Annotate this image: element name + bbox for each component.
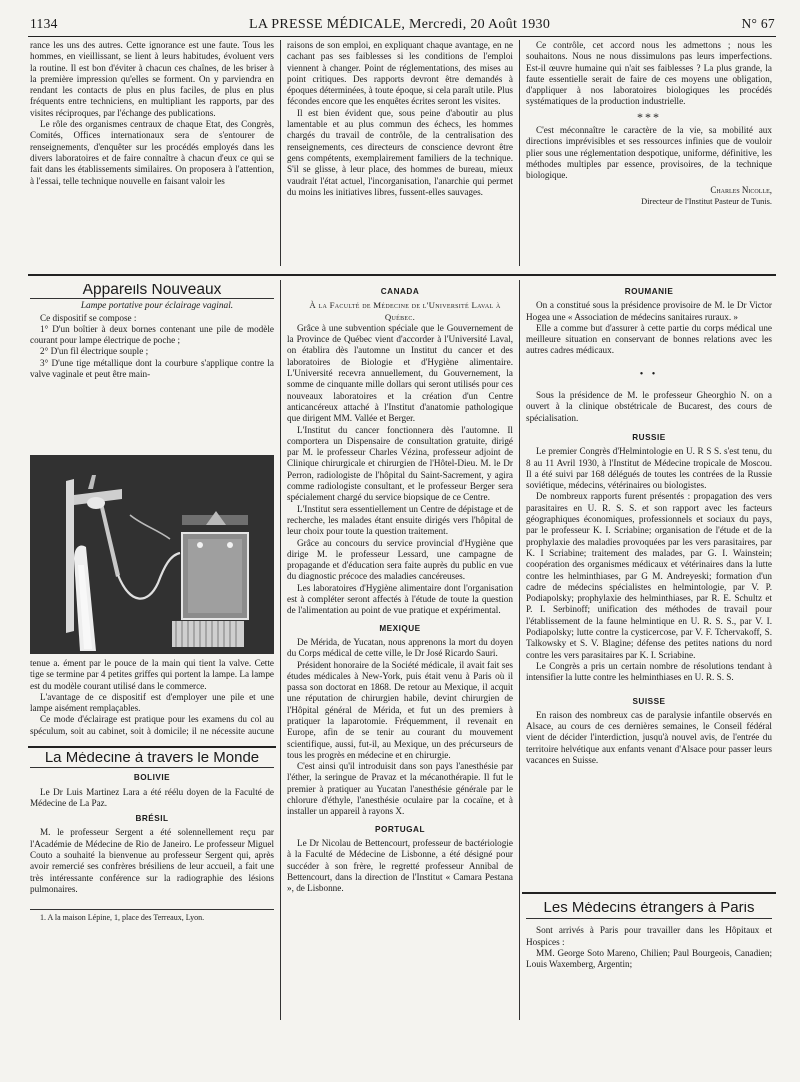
- paragraph: Le premier Congrès d'Helmintologie en U. R S S. s'est tenu, du 8 au 11 Avril 1930, à l'Institut de Médecine tropicale de Moscou. Il a été suivi par 168 délégués de toutes les contrées de la Russie soviétique, médecins, vétérinaires ou biologistes.: [526, 446, 772, 491]
- paragraph: Elle a comme but d'assurer à cette partie du corps médical une meilleure situation en conservant de bonnes relations avec les autres cadres médicaux.: [526, 322, 772, 356]
- paragraph: L'Institut sera essentiellement un Centre de dépistage et de recherche, les malades étant ensuite dirigés vers l'hôpital de leur choix pour toute la question traitement.: [287, 503, 513, 537]
- country-heading-canada: CANADA: [380, 287, 420, 296]
- paragraph: Le Dr Nicolau de Bettencourt, professeur de bactériologie à la Faculté de Médecine de Lisbonne, a été désigné pour succéder à son frère, le regretté professeur Annibal de Bettencourt, dans la direction de l'Institut « Camara Pestana », de Lisbonne.: [287, 837, 513, 894]
- paragraph: De nombreux rapports furent présentés : propagation des vers parasitaires en U. R. S. S. et son rapport avec les facteurs géographiques économiques, professionnels et sociaux du pays, par le professeur K. I. Scriabine; organisation de l'étude et de la prophylaxie des maladies provoquées par les vers parasitaires, par K. I Scriabine; traitement des malades, par G. I. Wainstein; coopération des organismes médicaux et vétérinaires dans la lutte contre les helminthiases, par G M. Andreyeski; formation d'un cadre de médecins spécialistes en helmintologie, par V. P. Podiapolsky; prophylaxie des helminthiases, par R. E. Schultz et P. I. Serbinoff; unification des méthodes de travail pour l'établissement de la faune helmintique en U. R. S. S., par V. I. Podiapolsky; lutte contre la cysticercose, par V. F. Tchervakoff, S. Talkowsky et S. V. Blagine; défense des petites nations du nord contre les vers parasitaires par K. I. Scriabine.: [526, 491, 772, 660]
- paragraph: Le rôle des organismes centraux de chaque Etat, des Congrès, Comités, Offices internationaux sera de s'entourer de renseignements, d'enquêter sur les procédés employés dans les divers laboratoires et de faire connaître à chacun d'eux ce qui se fait dans les établissements similaires. On proposera à l'attention, à l'essai, telle technique nouvelle en faisant valoir les: [30, 119, 274, 186]
- paragraph: Ce mode d'éclairage est pratique pour les examens du col au spéculum, soit au cabinet, soit à domicile; il ne nécessite aucune: [30, 714, 274, 736]
- paragraph: C'est ainsi qu'il introduisit dans son pays l'anesthésie par l'éther, la seringue de Pravaz et la mécanothérapie. Il fut le premier à pratiquer au Yucatan l'anesthésie générale par le chlorure d'éthyle, l'anesthésie oculaire par la cocaïne, et à installer un appareil à rayons X.: [287, 761, 513, 817]
- section-stars: ***: [637, 109, 661, 124]
- country-heading-bresil: BRÉSIL: [135, 814, 169, 824]
- paragraph: On a constitué sous la présidence provisoire de M. le Dr Victor Hogea une « Association de médecins sanitaires ruraux. »: [526, 300, 772, 322]
- article-subtitle: Lampe portative pour éclairage vaginal.: [80, 301, 234, 312]
- section-rule: [522, 892, 776, 894]
- top-column-1: [30, 40, 274, 272]
- section-title-etrangers: Les Médecins étrangers à Paris: [543, 902, 755, 916]
- paragraph: Sous la présidence de M. le professeur Gheorghio N. on a ouvert à la clinique obstétricale de Bucarest, des cours de spécialisation.: [526, 390, 772, 423]
- country-heading-suisse: SUISSE: [632, 696, 666, 706]
- country-heading-russie: RUSSIE: [632, 432, 666, 442]
- section-title-appareils: Appareils Nouveaux: [82, 284, 222, 298]
- paragraph: Grâce à une subvention spéciale que le Gouvernement de la Province de Québec vient d'accorder à l'Université Laval, on établira dès l'automne un Institut du cancer et des laboratoires de Biologie et d'Hygiène alimentaire. L'Université recevra annuellement, du Gouvernement, la somme de cinquante mille dollars qui seront utilisés pour ces nouveaux laboratoires et la création d'un Centre anticancéreux attaché à l'Institut d'anatomie pathologique que dirigent MM. Vallée et Berger.: [287, 322, 513, 424]
- section-dots: • •: [639, 368, 659, 380]
- paragraph: rance les uns des autres. Cette ignorance est une faute. Tous les hommes, en vieillissant, se lient à leurs habitudes, évoluent vers la routine. Il est bon d'éviter à chacun ces chaînes, de les briser à la première impression qu'elles se forment. On y parviendra en rendant les contacts de plus en plus faciles, de plus en plus fréquents entre techniciens, en multipliant les rapports, par des visites réciproques, par l'échange des publications.: [30, 40, 274, 118]
- running-header: [30, 16, 775, 34]
- paragraph: Grâce au concours du service provincial d'Hygiène que dirige M. le professeur Lessard, une campagne de propagande et d'éducation sera faite auprès du public en vue du diagnostic précoce des maladies cancéreuses.: [287, 537, 513, 582]
- list-item: 3° D'une tige métallique dont la courbure s'applique contre la valve vaginale et peut être main-: [30, 357, 274, 380]
- top-column-3: [526, 40, 772, 272]
- column-divider: [280, 40, 281, 266]
- paragraph: Ce contrôle, cet accord nous les admettons ; nous les souhaitons. Nous ne nous dissimulons pas leurs imperfections. Est-il œuvre humaine qui n'ait ses faiblesses ? La plus grande, la faute essentielle serait de faire de ces moyens une obligation, d'appliquer à nos laboratoires biologiques les procédés systématiques de la production industrielle.: [526, 40, 772, 107]
- paragraph: Le Dr Luis Martinez Lara a été réélu doyen de la Faculté de Médecine de La Paz.: [30, 786, 274, 808]
- section-title-monde: La Médecine à travers le Monde: [44, 752, 260, 766]
- band-rule: [28, 274, 776, 276]
- paragraph: C'est méconnaître le caractère de la vie, sa mobilité aux directions imprévisibles et ses ressources infinies que de vouloir plier sous une réglementation despotique, uniforme, définitive, les méthodes multiples par essence, provisoires, de la technique biologique.: [526, 125, 772, 181]
- title-rule: [30, 298, 274, 299]
- paragraph: L'Institut du cancer fonctionnera dès l'automne. Il comportera un Dispensaire de consultation gratuite, dirigé par M. le professeur Charles Vézina, professeur adjoint de Clinique chirurgicale et chirurgien de l'Hôtel-Dieu. M. le Dr Perron, radiologiste de l'hôpital du Saint-Sacrement, y agira comme radiologiste consultant, et le professeur Berger sera spécialement chargé du service biopsique de ce Centre.: [287, 424, 513, 503]
- paragraph: Le Congrès a pris un certain nombre de résolutions tendant à intensifier la lutte contre les helminthiases en U. R. S. S.: [526, 660, 772, 683]
- journal-title: LA PRESSE MÉDICALE, Mercredi, 20 Août 1930: [249, 17, 551, 32]
- list-item: 2° D'un fil électrique souple ;: [40, 346, 149, 357]
- appareils-section: [30, 284, 274, 454]
- lamp-device-photo: [30, 455, 274, 654]
- paragraph: MM. George Soto Mareno, Chilien; Paul Bourgeois, Canadien; Louis Waxemberg, Argentin;: [526, 947, 772, 970]
- country-heading-roumanie: ROUMANIE: [624, 287, 674, 296]
- title-rule: [30, 767, 274, 768]
- country-heading-bolivie: BOLIVIE: [133, 773, 171, 783]
- page-number: 1134: [30, 16, 58, 31]
- paragraph: Les laboratoires d'Hygiène alimentaire dont l'organisation est à compléter seront affectés à l'étude de toute la question de l'alimentation au point de vue pratique et expérimental.: [287, 582, 513, 616]
- paragraph: Ce dispositif se compose :: [40, 312, 137, 323]
- header-rule: [28, 36, 776, 37]
- paragraph: Président honoraire de la Société médicale, il avait fait ses études médicales à New-York, puis était venu à Paris où il passa son doctorat en 1868. De retour au Mexique, il acquit une réputation de chirurgien habile, devint chirurgien de l'Hôpital général de Mérida, et fut un des premiers à pratiquer la laparotomie. Fréquemment, il revenait en Europe, afin de se tenir au courant du mouvement scientifique, aussi, fut-il, au Mexique, un des précurseurs de tous les progrès en médecine et en chirurgie.: [287, 659, 513, 760]
- monde-section: [30, 752, 274, 1062]
- right-column: [526, 282, 772, 802]
- column-divider: [280, 280, 281, 1020]
- column-divider: [519, 280, 520, 1020]
- column-divider: [519, 40, 520, 266]
- footnote: 1. A la maison Lépine, 1, place des Terreaux, Lyon.: [40, 913, 205, 923]
- author-title: Directeur de l'Institut Pasteur de Tunis.: [641, 196, 772, 206]
- etrangers-section: [526, 902, 772, 1022]
- top-column-2: [287, 40, 513, 272]
- middle-column: [287, 282, 513, 1022]
- article-subtitle: À la Faculté de Médecine de l'Université Laval à Québec.: [309, 300, 501, 322]
- appareils-continued: [30, 658, 274, 738]
- section-rule: [28, 746, 276, 748]
- paragraph: Sont arrivés à Paris pour travailler dans les Hôpitaux et Hospices :: [526, 925, 772, 947]
- lamp-device-illustration: [30, 455, 274, 654]
- paragraph: De Mérida, de Yucatan, nous apprenons la mort du doyen du Corps médical de cette ville, le Dr José Ricardo Sauri.: [287, 636, 513, 659]
- country-heading-portugal: PORTUGAL: [375, 824, 425, 834]
- title-rule: [526, 918, 772, 919]
- paragraph: M. le professeur Sergent a été solennellement reçu par l'Académie de Médecine de Rio de Janeiro. Le professeur Miguel Couto a souhaité la bienvenue au professeur Sergent qui, après avoir remercié ses confrères brésiliens de leur accueil, a fait une très intéressante conférence sur la radiographie des lésions pulmonaires.: [30, 827, 274, 894]
- footnote-rule: [30, 909, 274, 910]
- author-signature: Charles Nicolle,: [710, 184, 772, 195]
- paragraph: tenue a. ément par le pouce de la main qui tient la valve. Cette tige se termine par 4 petites griffes qui portent la lampe. La lampe est du modèle courant utilisé dans le commerce.: [30, 658, 274, 691]
- paragraph: Il est bien évident que, sous peine d'aboutir au plus lamentable et au plus commun des échecs, les hommes chargés du travail de contrôle, de la centralisation des renseignements, ces directeurs de conscience devront être gens compétents, exemplairement familiers de la technique. S'il se glisse, à leur place, des hommes de bureau, mieux vaudrait l'état actuel, l'incorganisation, l'anarchie qui permet du moins les initiatives libres, fussent-elles sauvages.: [287, 107, 513, 197]
- issue-number: N° 67: [741, 16, 775, 31]
- country-heading-mexique: MEXIQUE: [379, 623, 421, 633]
- paragraph: L'avantage de ce dispositif est d'employer une pile et une lampe aisément remplaçables.: [30, 691, 274, 714]
- list-item: 1° D'un boîtier à deux bornes contenant une pile de modèle courant pour lampe électrique de poche ;: [30, 323, 274, 346]
- paragraph: raisons de son emploi, en expliquant chaque avantage, en ne cachant pas ses faiblesses si les conditions de l'emploi viennent à changer. Point de réglementations, des mises au point critiques. Des rapports devront être demandés à époques déterminées, à toute époque, si cela paraît utile. Plus fécondes encore que les enquêtes écrites seront les visites.: [287, 40, 513, 107]
- paragraph: En raison des nombreux cas de paralysie infantile observés en Alsace, au cours de ces dernières semaines, le Conseil fédéral vient de décider l'interdiction, jusqu'à nouvel avis, de l'entrée du territoire helvétique aux enfants venant d'Alsace pour passer leurs vacances en Suisse.: [526, 709, 772, 765]
